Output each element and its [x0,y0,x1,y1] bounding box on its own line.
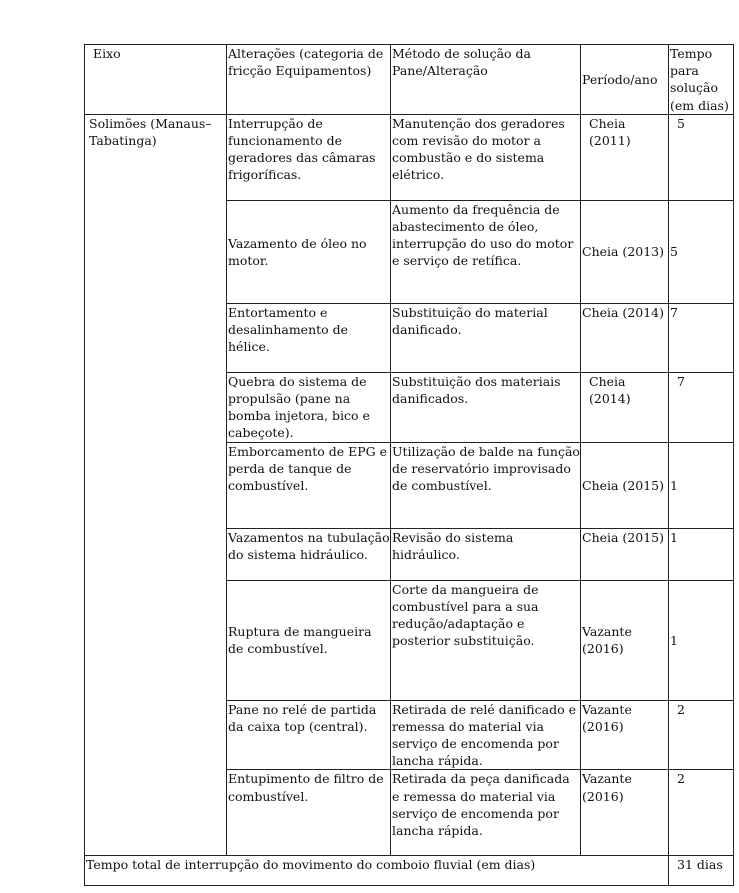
alteracao-cell: Entupimento de filtro de combustível. [227,770,391,856]
metodo-cell: Corte da mangueira de combustível para a sua redução/adaptação e posterior substituição. [391,580,581,700]
alteracao-cell: Vazamentos na tubulação do sistema hidráulico. [227,528,391,580]
alteracao-cell: Ruptura de mangueira de combustível. [227,580,391,700]
header-tempo: Tempo para solução (em dias) [669,45,734,115]
total-label: Tempo total de interrupção do movimento do comboio fluvial (em dias) [85,856,669,886]
header-alteracoes: Alterações (categoria de fricção Equipamentos) [227,45,391,115]
periodo-cell: Vazante (2016) [581,770,669,856]
axis-cell: Solimões (Manaus–Tabatinga) [85,114,227,856]
tempo-cell: 2 [669,770,734,856]
periodo-cell: Vazante (2016) [581,700,669,770]
equipment-failures-table [84,44,734,886]
tempo-cell: 7 [669,372,734,442]
alteracao-cell: Emborcamento de EPG e perda de tanque de combustível. [227,442,391,528]
periodo-cell: Cheia (2015) [581,442,669,528]
metodo-cell: Utilização de balde na função de reservatório improvisado de combustível. [391,442,581,528]
periodo-cell: Cheia (2014) [581,372,669,442]
table-row [85,114,734,200]
metodo-cell: Retirada de relé danificado e remessa do material via serviço de encomenda por lancha rápida. [391,700,581,770]
header-metodo: Método de solução da Pane/Alteração [391,45,581,115]
tempo-cell: 5 [669,114,734,200]
metodo-cell: Substituição do material danificado. [391,303,581,372]
metodo-cell: Aumento da frequência de abastecimento de óleo, interrupção do uso do motor e serviço de retífica. [391,200,581,303]
tempo-cell: 1 [669,528,734,580]
alteracao-cell: Entortamento e desalinhamento de hélice. [227,303,391,372]
metodo-cell: Substituição dos materiais danificados. [391,372,581,442]
tempo-cell: 7 [669,303,734,372]
metodo-cell: Retirada da peça danificada e remessa do material via serviço de encomenda por lancha rápida. [391,770,581,856]
tempo-cell: 1 [669,580,734,700]
header-row [85,45,734,115]
tempo-cell: 5 [669,200,734,303]
total-value: 31 dias [669,856,734,886]
alteracao-cell: Pane no relé de partida da caixa top (central). [227,700,391,770]
tempo-cell: 2 [669,700,734,770]
periodo-cell: Vazante (2016) [581,580,669,700]
periodo-cell: Cheia (2015) [581,528,669,580]
periodo-cell: Cheia (2014) [581,303,669,372]
header-periodo: Período/ano [581,45,669,115]
periodo-cell: Cheia (2011) [581,114,669,200]
alteracao-cell: Vazamento de óleo no motor. [227,200,391,303]
header-eixo: Eixo [85,45,227,115]
total-row [85,856,734,886]
tempo-cell: 1 [669,442,734,528]
alteracao-cell: Interrupção de funcionamento de geradores das câmaras frigoríficas. [227,114,391,200]
alteracao-cell: Quebra do sistema de propulsão (pane na bomba injetora, bico e cabeçote). [227,372,391,442]
metodo-cell: Revisão do sistema hidráulico. [391,528,581,580]
metodo-cell: Manutenção dos geradores com revisão do motor a combustão e do sistema elétrico. [391,114,581,200]
periodo-cell: Cheia (2013) [581,200,669,303]
